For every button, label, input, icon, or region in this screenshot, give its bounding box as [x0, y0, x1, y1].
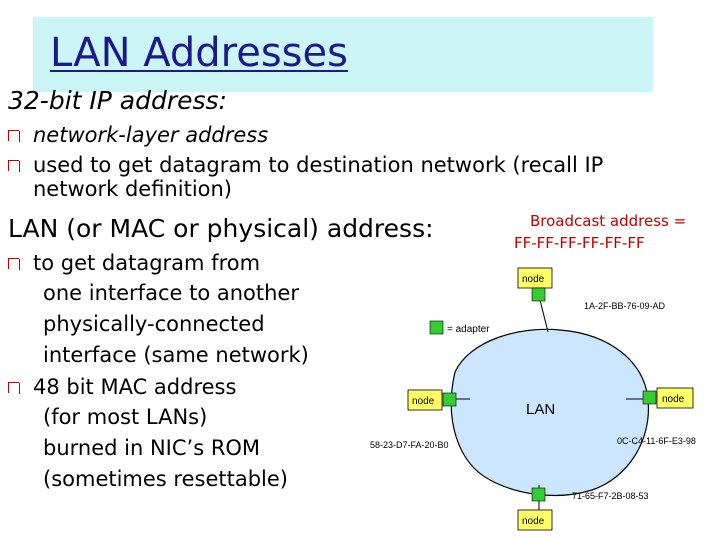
broadcast-value: FF-FF-FF-FF-FF-FF: [514, 234, 645, 252]
mac-bullet-1-line-2: one interface to another: [43, 281, 299, 305]
adapter-right: [643, 391, 656, 404]
mac-bullet-2-line-4: (sometimes resettable): [43, 467, 288, 491]
node-left-label: node: [412, 396, 435, 407]
mac-heading: LAN (or MAC or physical) address:: [8, 214, 434, 243]
mac-bullet-2-line-2: (for most LANs): [43, 405, 208, 429]
mac-bullet-2-line-3: burned in NIC’s ROM: [43, 436, 261, 460]
node-right-label: node: [662, 394, 685, 405]
mac-right: 0C-C4-11-6F-E3-98: [617, 436, 696, 446]
lan-label: LAN: [526, 401, 556, 418]
ip-bullet-2-cont: network definition): [33, 177, 232, 201]
adapter-left: [443, 393, 456, 406]
adapter-top: [532, 288, 545, 301]
node-bottom-label: node: [522, 516, 545, 527]
mac-bullet-1-line-4: interface (same network): [43, 343, 309, 367]
mac-bottom: 71-65-F7-2B-08-53: [572, 491, 649, 501]
ip-heading: 32-bit IP address:: [8, 86, 227, 115]
adapter-bottom: [532, 488, 545, 501]
broadcast-label: Broadcast address =: [530, 212, 687, 230]
adapter-legend-label: = adapter: [447, 324, 490, 335]
adapter-legend-icon: [430, 321, 443, 334]
slide-title: LAN Addresses: [50, 30, 348, 76]
mac-left: 58-23-D7-FA-20-B0: [370, 440, 449, 450]
mac-top: 1A-2F-BB-76-09-AD: [584, 301, 666, 311]
node-top-label: node: [522, 274, 545, 285]
mac-bullet-1-line-3: physically-connected: [43, 312, 265, 336]
